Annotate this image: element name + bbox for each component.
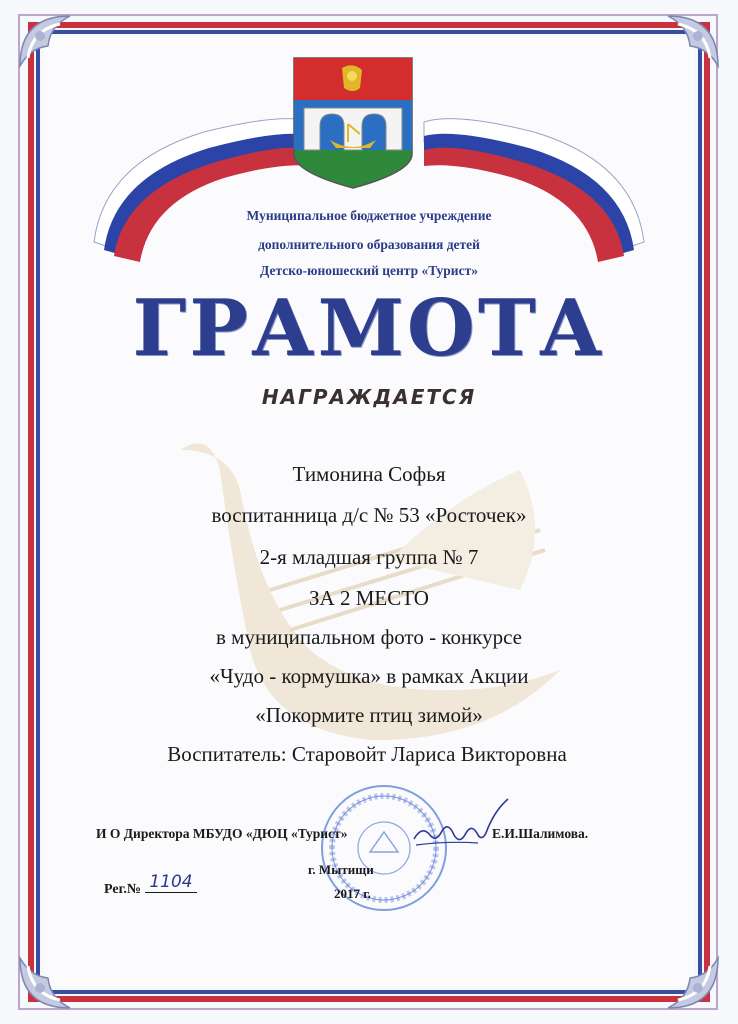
corner-ornament-icon xyxy=(10,928,100,1018)
action-name: «Покормите птиц зимой» xyxy=(255,703,483,727)
city: г. Мытищи xyxy=(308,862,374,877)
registration-label: Рег.№ xyxy=(104,882,141,897)
contest-description: в муниципальном фото - конкурсе xyxy=(216,625,522,649)
year: 2017 г. xyxy=(334,886,371,901)
recipient-institution: воспитанница д/с № 53 «Росточек» xyxy=(211,503,527,527)
teacher-name: Воспитатель: Старовойт Лариса Викторовна xyxy=(167,742,567,766)
coat-of-arms-icon xyxy=(290,54,416,190)
document-title: ГРАМОТА xyxy=(132,283,606,374)
registration-number: 1104 xyxy=(145,872,197,893)
corner-ornament-icon xyxy=(10,6,100,96)
recipient-name: Тимонина Софья xyxy=(292,462,446,486)
director-position: И О Директора МБУДО «ДЮЦ «Турист» xyxy=(96,826,348,841)
corner-ornament-icon xyxy=(638,928,728,1018)
document-subtitle: НАГРАЖДАЕТСЯ xyxy=(261,385,477,409)
contest-name: «Чудо - кормушка» в рамках Акции xyxy=(209,664,529,688)
organization-line-2: дополнительного образования детей xyxy=(258,237,480,252)
handwritten-signature-icon xyxy=(408,795,518,855)
corner-ornament-icon xyxy=(638,6,728,96)
director-name: Е.И.Шалимова. xyxy=(492,826,589,841)
organization-line-3: Детско-юношеский центр «Турист» xyxy=(260,263,478,278)
recipient-group: 2-я младшая группа № 7 xyxy=(259,545,479,569)
award-place: ЗА 2 МЕСТО xyxy=(309,586,429,610)
organization-line-1: Муниципальное бюджетное учреждение xyxy=(246,208,492,223)
